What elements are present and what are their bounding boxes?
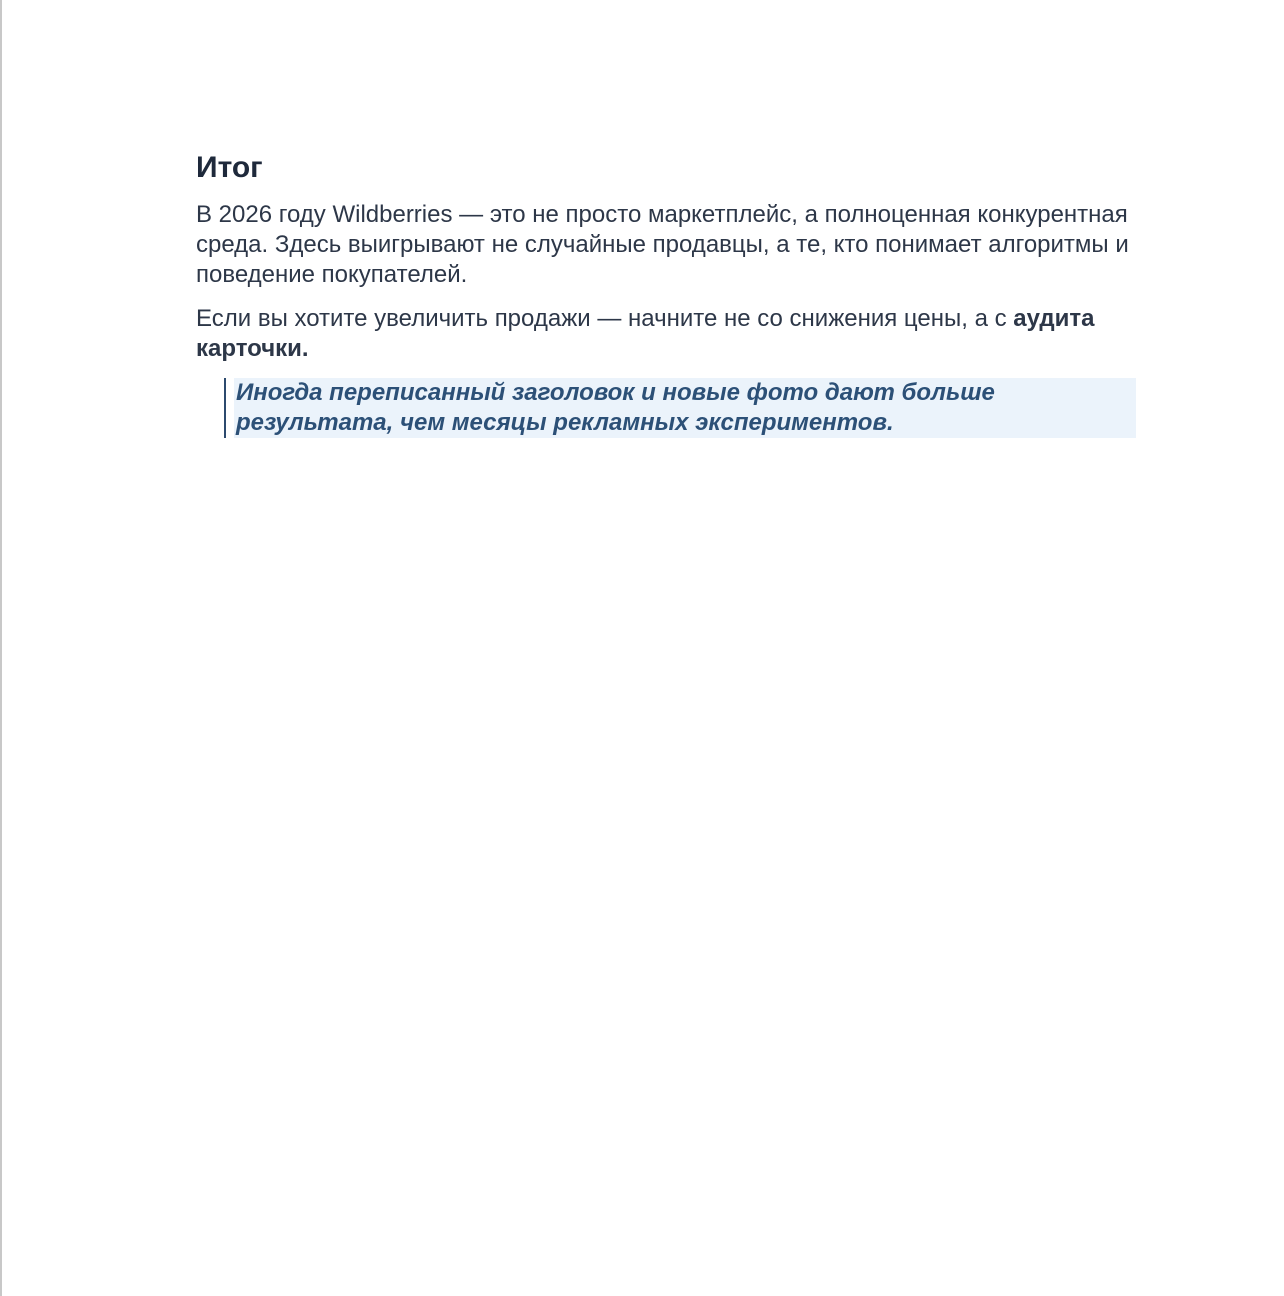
section-heading: Итог	[196, 151, 263, 184]
quote-block	[224, 378, 1136, 438]
cta-text: Если вы хотите увеличить продажи — начните не со снижения цены, а с	[196, 305, 1014, 332]
summary-paragraph: В 2026 году Wildberries — это не просто маркетплейс, а полноценная конкурентная среда. Здесь выигрывают не случайные продавцы, а те, кто понимает алгоритмы и поведение покупателей.	[196, 201, 1129, 288]
cta-bold-text: аудита карточки.	[196, 305, 1095, 362]
quote-background	[234, 378, 1136, 438]
article-section	[196, 148, 1136, 438]
quote-text: Иногда переписанный заголовок и новые фото дают больше результата, чем месяцы рекламных экспериментов.	[236, 379, 995, 436]
cta-paragraph	[196, 304, 1136, 364]
page-edge	[0, 0, 2, 1296]
